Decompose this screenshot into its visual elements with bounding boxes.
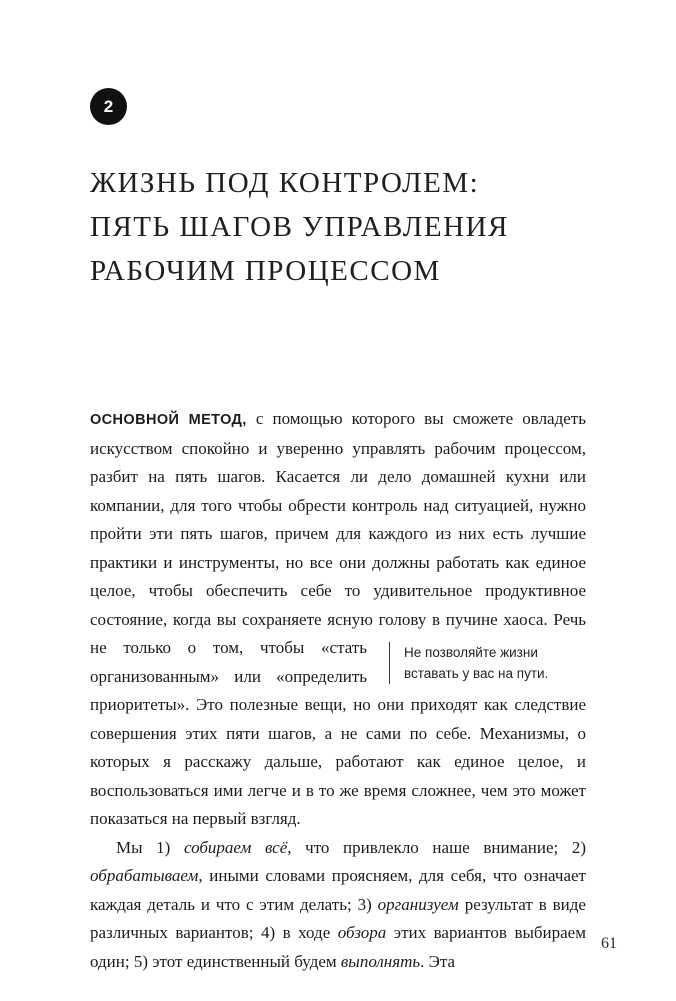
body-text [90, 405, 586, 976]
paragraph-1-text-b: голову в пучине хаоса. Речь не только о том, чтобы «стать организованным» или «определить приоритеты». Это полезные вещи, но они приходят как следствие совершения этих пяти шагов, а не сами по себе. Механизмы, о которых я расскажу дальше, работают как единое целое, и воспользоваться ими легче и в то же время сложнее, чем это может показаться на первый взгляд. [90, 609, 586, 828]
chapter-title-line: ЖИЗНЬ ПОД КОНТРОЛЕМ: [90, 167, 480, 199]
text-segment: результат в виде различных вариантов; 4) в ходе [90, 894, 586, 942]
page-number: 61 [601, 935, 617, 952]
paragraph-1 [90, 405, 586, 834]
italic-term: обрабатываем [90, 866, 199, 885]
chapter-title-line: РАБОЧИМ ПРОЦЕССОМ [90, 255, 441, 287]
chapter-title [90, 161, 586, 293]
chapter-number: 2 [103, 96, 114, 116]
italic-term: обзора [337, 923, 387, 942]
lead-phrase: ОСНОВНОЙ МЕТОД, [90, 412, 247, 428]
text-segment: . Эта [420, 951, 456, 971]
italic-term: собираем всё [183, 837, 288, 857]
italic-term: организуем [377, 894, 459, 914]
chapter-title-line: ПЯТЬ ШАГОВ УПРАВЛЕНИЯ [90, 211, 509, 243]
text-segment: этих вариантов выбираем один; 5) этот единственный будем [90, 923, 586, 971]
paragraph-1-text-a: с помощью которого вы сможете овладеть искусством спокойно и уверенно управлять рабочим процессом, разбит на пять шагов. Касается ли дело домашней кухни или компании, для того чтобы обрести контроль над ситуацией, нужно пройти эти пять шагов, причем для каждого из них есть лучшие практики и инструменты, но все они должны работать как единое целое, чтобы обеспечить себе то удивительное продуктивное состояние, когда вы сохраняете ясную [90, 409, 586, 629]
text-segment: , иными словами проясняем, для себя, что означает каждая деталь и что с этим делать; 3) [90, 866, 586, 914]
text-segment: Мы 1) [116, 837, 184, 857]
italic-term: выполнять [340, 951, 421, 971]
margin-note [389, 642, 586, 684]
paragraph-2 [90, 834, 586, 977]
margin-note-text: Не позволяйте жизни вставать у вас на пути. [404, 645, 549, 681]
chapter-number-badge [90, 88, 127, 125]
text-segment: , что привлекло наше внимание; 2) [287, 837, 586, 857]
